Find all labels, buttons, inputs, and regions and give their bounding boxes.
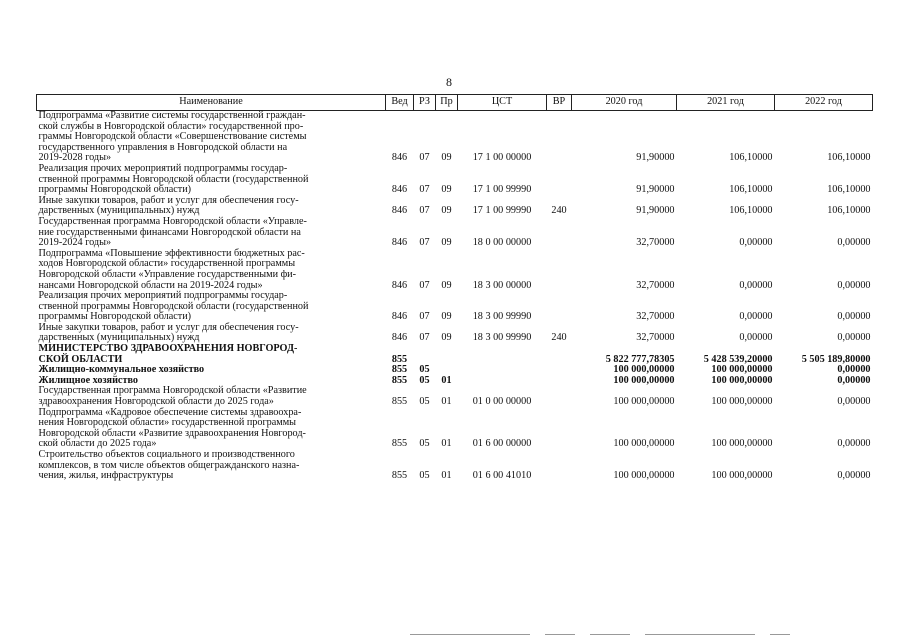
cell-y2020: 100 000,00000	[613, 364, 675, 376]
cell-cst	[458, 344, 547, 365]
cell-pr: 09	[441, 205, 452, 217]
cell-y2020: 100 000,00000	[613, 470, 675, 482]
cell-y2022: 0,00000	[837, 332, 871, 344]
cell-ved: 846	[391, 332, 408, 344]
cell-y2020: 100 000,00000	[613, 438, 675, 450]
cell-ved: 855	[391, 364, 408, 376]
cell-cst: 18 3 00 99990	[472, 332, 532, 344]
cell-ved: 846	[391, 152, 408, 164]
cell-rz: 05	[419, 396, 430, 408]
cell-vr	[547, 217, 572, 249]
header-2021: 2021 год	[677, 95, 775, 111]
cell-pr: 09	[441, 184, 452, 196]
cell-vr: 240	[551, 205, 567, 217]
cell-y2021: 100 000,00000	[711, 396, 773, 408]
cell-cst	[458, 376, 547, 387]
cell-cst	[458, 365, 547, 376]
cell-pr: 09	[441, 237, 452, 249]
cell-pr: 01	[441, 438, 452, 450]
cell-vr	[547, 386, 572, 407]
cell-vr	[547, 365, 572, 376]
header-name: Наименование	[37, 95, 386, 111]
cell-y2021: 100 000,00000	[711, 470, 773, 482]
cell-rz: 07	[419, 205, 430, 217]
cell-ved: 846	[391, 311, 408, 323]
cell-vr	[547, 291, 572, 323]
cell-y2020: 5 822 777,78305	[605, 353, 675, 365]
cell-vr	[547, 249, 572, 291]
cell-y2021: 106,10000	[729, 152, 773, 164]
cell-y2022: 0,00000	[837, 470, 871, 482]
table-row	[37, 111, 873, 164]
cell-y2021: 0,00000	[739, 311, 773, 323]
cell-cst: 18 3 00 99990	[472, 311, 532, 323]
cell-pr: 09	[441, 279, 452, 291]
cell-rz: 07	[419, 237, 430, 249]
cell-ved: 855	[391, 353, 408, 365]
cell-cst: 01 6 00 00000	[472, 438, 532, 450]
cell-y2020: 32,70000	[636, 279, 675, 291]
cell-y2020: 91,90000	[636, 184, 675, 196]
cell-name: Строительство объектов социального и производственного комплексов, в том числе объектов общегражданского назна- чения, жилья, инфраструктуры	[38, 449, 300, 482]
cell-y2021: 100 000,00000	[711, 438, 773, 450]
cell-y2022: 106,10000	[827, 152, 871, 164]
cell-y2021: 0,00000	[739, 279, 773, 291]
cell-y2022: 0,00000	[837, 396, 871, 408]
cell-ved: 855	[391, 374, 408, 386]
table-row	[37, 291, 873, 323]
cell-vr	[547, 164, 572, 196]
cell-y2020: 91,90000	[636, 152, 675, 164]
cell-pr: 01	[441, 396, 452, 408]
cell-y2021: 100 000,00000	[711, 364, 773, 376]
cell-ved: 846	[391, 279, 408, 291]
cell-name: Реализация прочих мероприятий подпрограммы государ- ственной программы Новгородской области (государственной программы Новгородской области)	[38, 290, 309, 323]
page-number: 8	[446, 75, 452, 89]
cell-rz: 05	[419, 470, 430, 482]
table-row	[37, 196, 873, 217]
cell-rz: 07	[419, 184, 430, 196]
table-row	[37, 249, 873, 291]
cell-vr	[547, 344, 572, 365]
cell-y2020: 32,70000	[636, 332, 675, 344]
cell-y2022: 0,00000	[837, 279, 871, 291]
table-row	[37, 386, 873, 407]
cell-pr: 09	[441, 332, 452, 344]
header-pr: Пр	[436, 95, 458, 111]
cell-rz: 05	[419, 438, 430, 450]
header-rz: РЗ	[414, 95, 436, 111]
cell-name: Государственная программа Новгородской области «Развитие здравоохранения Новгородской области до 2025 года»	[38, 385, 307, 408]
header-vr: ВР	[547, 95, 572, 111]
cell-cst: 01 6 00 41010	[472, 470, 532, 482]
cell-name: Жилищно-коммунальное хозяйство	[38, 364, 205, 376]
cell-name: МИНИСТЕРСТВО ЗДРАВООХРАНЕНИЯ НОВГОРОД- СКОЙ ОБЛАСТИ	[38, 343, 298, 365]
cell-y2022: 0,00000	[837, 311, 871, 323]
cell-y2020: 32,70000	[636, 311, 675, 323]
cell-pr: 09	[441, 152, 452, 164]
cell-y2020: 91,90000	[636, 205, 675, 217]
cell-vr	[547, 111, 572, 164]
cell-y2021: 0,00000	[739, 332, 773, 344]
cell-cst: 01 0 00 00000	[472, 396, 532, 408]
cell-name: Иные закупки товаров, работ и услуг для обеспечения госу- дарственных (муниципальных) нужд	[38, 194, 299, 217]
cell-y2021: 106,10000	[729, 205, 773, 217]
table-body	[37, 111, 873, 482]
cell-ved: 846	[391, 205, 408, 217]
table-row	[37, 164, 873, 196]
cell-ved: 855	[391, 396, 408, 408]
cell-y2021: 5 428 539,20000	[703, 353, 773, 365]
table-row	[37, 217, 873, 249]
cell-ved: 855	[391, 470, 408, 482]
cell-y2020: 100 000,00000	[613, 396, 675, 408]
table-header-row	[37, 95, 873, 111]
cell-y2022: 0,00000	[837, 374, 871, 386]
cell-vr	[547, 450, 572, 482]
cell-ved: 855	[391, 438, 408, 450]
cell-ved: 846	[391, 237, 408, 249]
cell-y2020: 32,70000	[636, 237, 675, 249]
budget-table	[36, 94, 873, 482]
cell-ved: 846	[391, 184, 408, 196]
cell-rz: 07	[419, 279, 430, 291]
header-2022: 2022 год	[775, 95, 873, 111]
cell-y2022: 5 505 189,80000	[801, 353, 871, 365]
cell-name: Иные закупки товаров, работ и услуг для обеспечения госу- дарственных (муниципальных) нужд	[38, 321, 299, 344]
cell-rz: 05	[419, 364, 430, 376]
cell-y2022: 0,00000	[837, 364, 871, 376]
cell-rz: 07	[419, 152, 430, 164]
cell-rz: 07	[419, 332, 430, 344]
cell-rz	[414, 344, 436, 365]
cell-cst: 17 1 00 00000	[472, 152, 532, 164]
cell-y2021: 100 000,00000	[711, 374, 773, 386]
cell-y2022: 106,10000	[827, 184, 871, 196]
cell-name: Подпрограмма «Повышение эффективности бюджетных рас- ходов Новгородской области» государственной программы Новгородской области «Управление государственными фи- нансами Новгородской области на 2019-2024 годы»	[38, 247, 305, 291]
cell-rz: 05	[419, 374, 430, 386]
cell-cst: 18 3 00 00000	[472, 279, 532, 291]
cell-pr: 09	[441, 311, 452, 323]
cell-cst: 17 1 00 99990	[472, 205, 532, 217]
cell-y2021: 106,10000	[729, 184, 773, 196]
cell-name: Подпрограмма «Кадровое обеспечение системы здравоохра- нения Новгородской области» государственной программы Новгородской области «Развитие здравоохранения Новгород- ской области до 2025 года»	[38, 406, 306, 450]
cell-name: Государственная программа Новгородской области «Управле- ние государственными финансами Новгородской области на 2019-2024 годы»	[38, 215, 307, 249]
cell-vr	[547, 376, 572, 387]
table-row	[37, 323, 873, 344]
cell-pr	[436, 344, 458, 365]
cell-name: Реализация прочих мероприятий подпрограммы государ- ственной программы Новгородской области (государственной программы Новгородской области)	[38, 162, 309, 196]
cell-y2022: 0,00000	[837, 237, 871, 249]
cell-pr: 01	[441, 470, 452, 482]
cell-cst: 17 1 00 99990	[472, 184, 532, 196]
cell-vr: 240	[551, 332, 567, 344]
cell-cst: 18 0 00 00000	[472, 237, 532, 249]
header-cst: ЦСТ	[458, 95, 547, 111]
cell-name: Подпрограмма «Развитие системы государственной граждан- ской службы в Новгородской области» государственной про- граммы Новгородской области «Совершенствование системы государственного управления в Новгородской области на 2019-2028 годы»	[38, 110, 307, 164]
cell-rz: 07	[419, 311, 430, 323]
table-row	[37, 450, 873, 482]
cell-y2021: 0,00000	[739, 237, 773, 249]
scan-footer-marks	[0, 632, 905, 638]
table-row	[37, 408, 873, 450]
table-row	[37, 344, 873, 365]
header-ved: Вед	[386, 95, 414, 111]
cell-y2020: 100 000,00000	[613, 374, 675, 386]
cell-name: Жилищное хозяйство	[38, 374, 138, 386]
cell-y2022: 106,10000	[827, 205, 871, 217]
cell-y2022: 0,00000	[837, 438, 871, 450]
cell-pr: 01	[441, 374, 452, 386]
cell-vr	[547, 408, 572, 450]
header-2020: 2020 год	[572, 95, 677, 111]
